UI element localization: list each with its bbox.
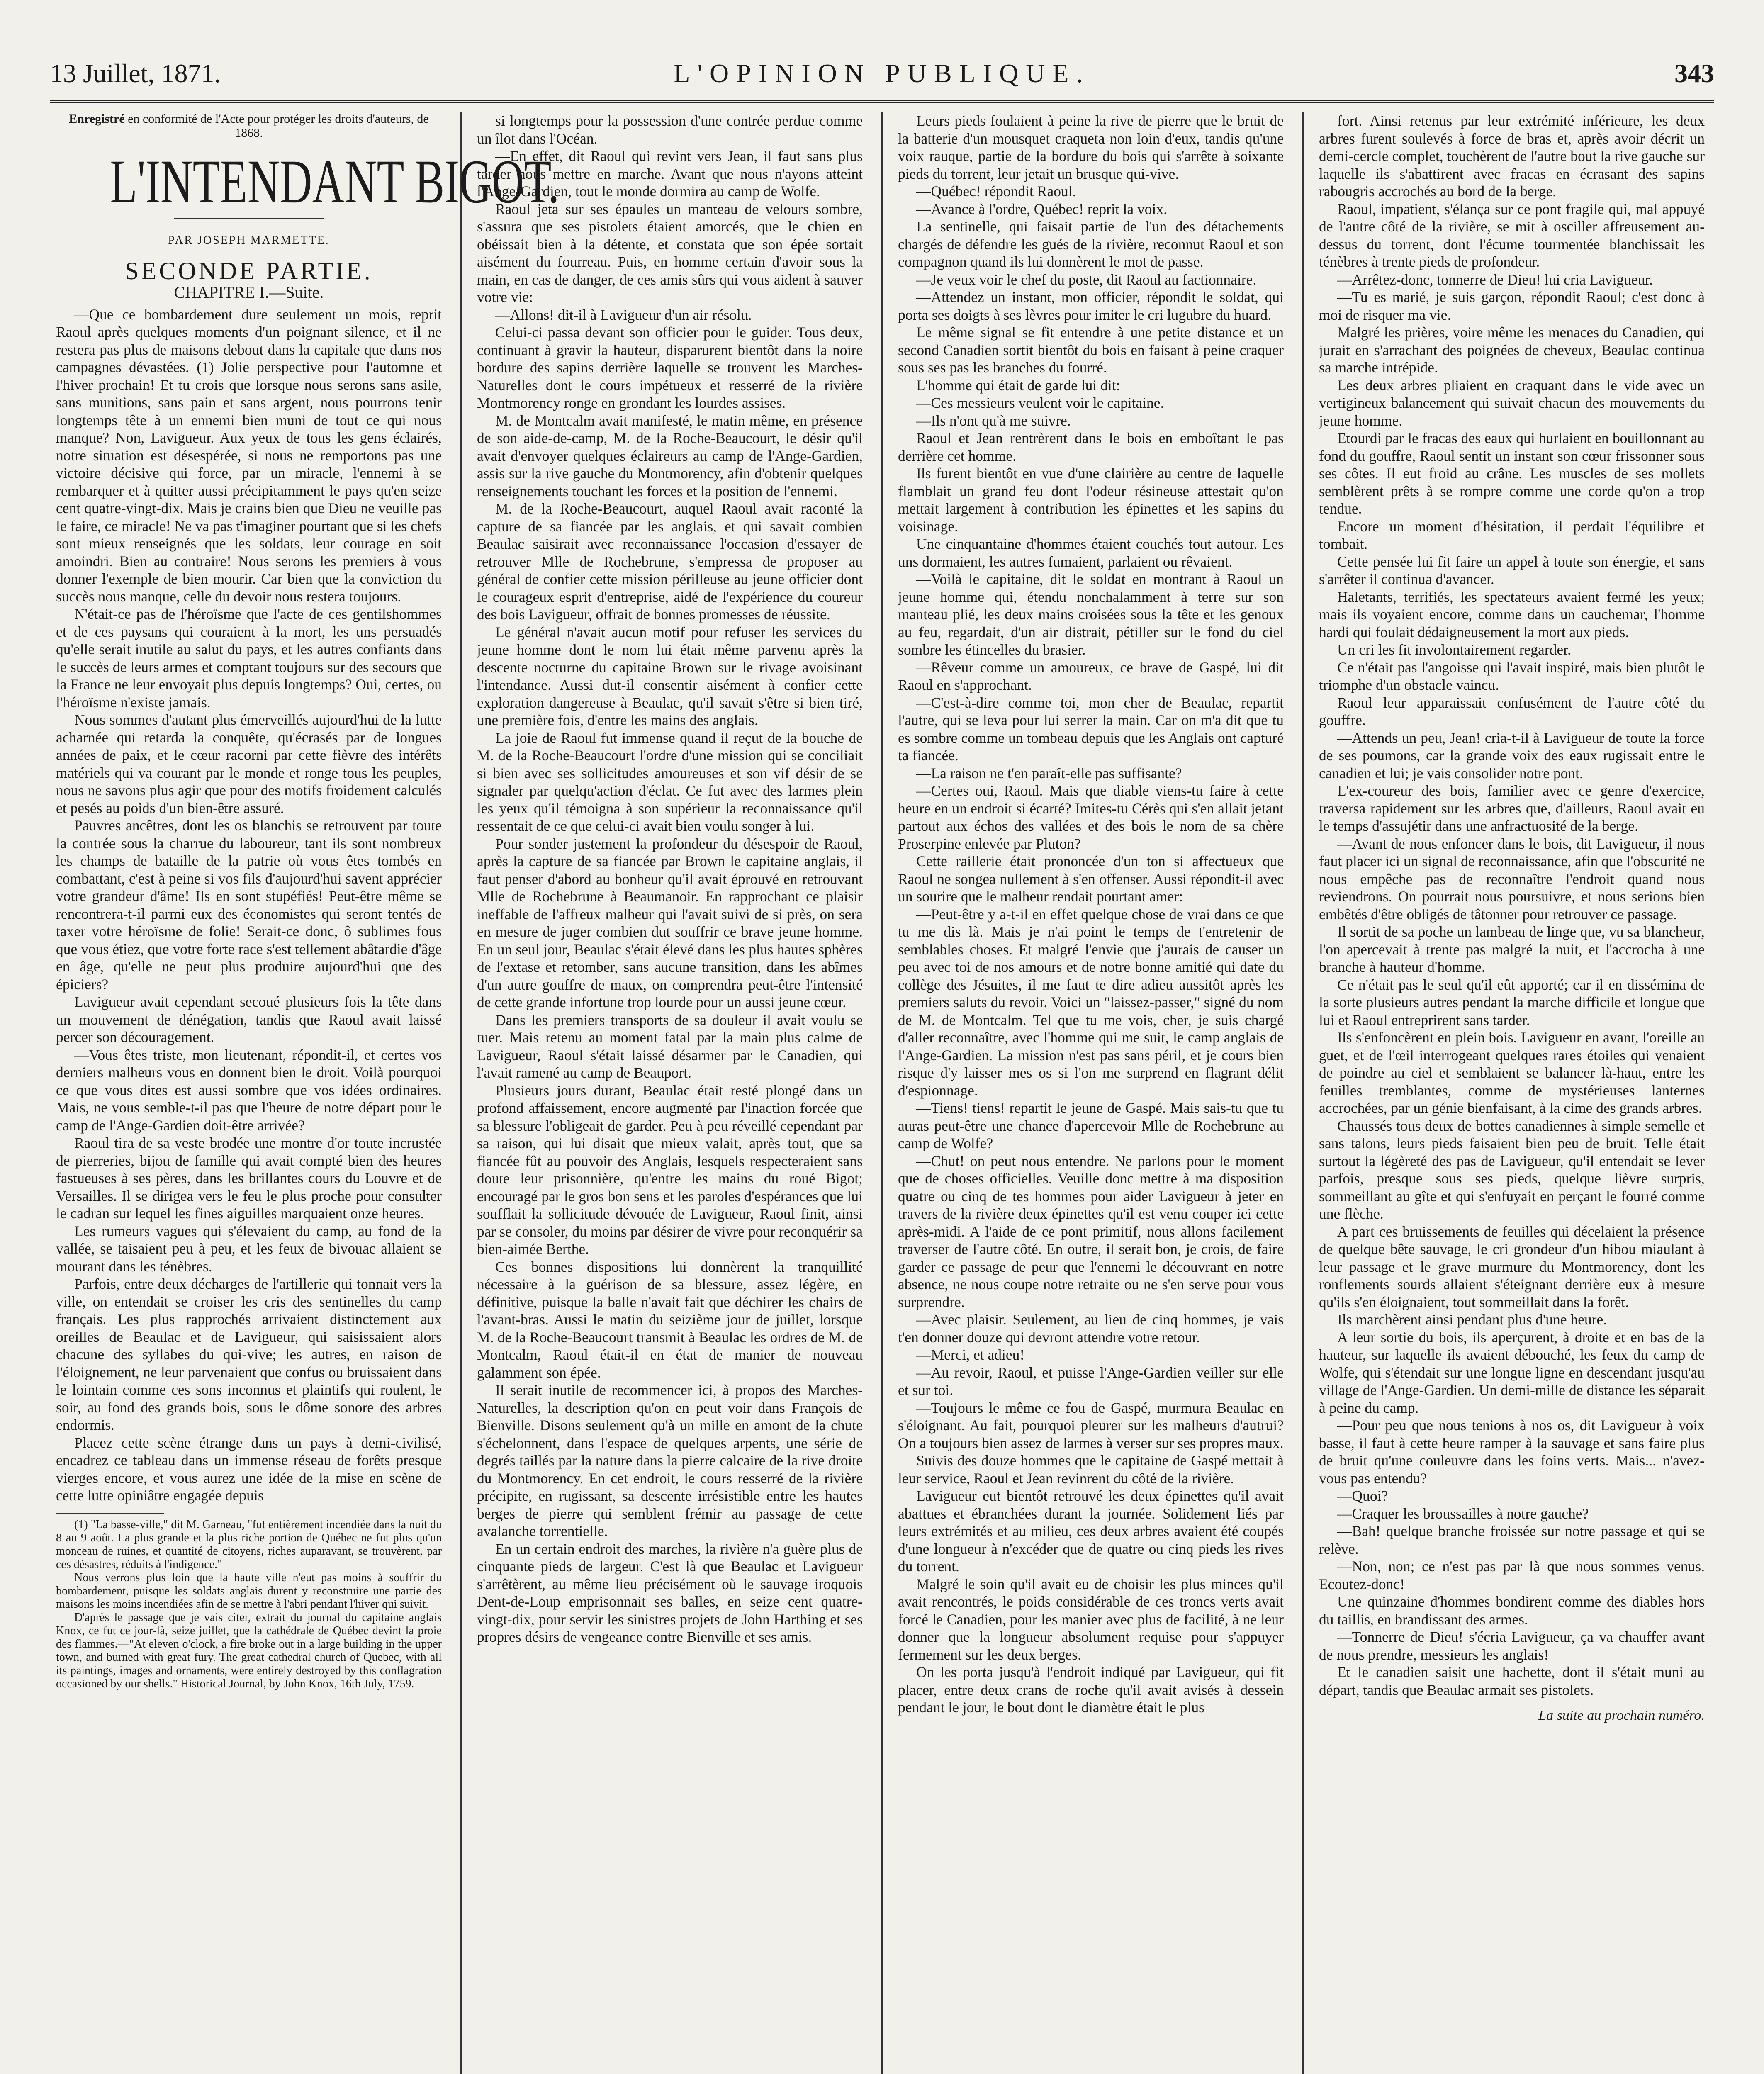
paragraph: Raoul tira de sa veste brodée une montre d'or toute incrustée de pierreries, bijou de famille qui avait compté bien des heures fastueuses à ses pères, dans les brillantes cours du Louvre et de Versailles. Il se dirigea vers le feu le plus proche pour consulter le cadran sur lequel les fines aiguilles marquaient onze heures. [56, 1134, 442, 1222]
paragraph: Lavigueur avait cependant secoué plusieurs fois la tête dans un mouvement de dénégation, tandis que Raoul avait laissé percer son découragement. [56, 993, 442, 1045]
column-divider [881, 112, 883, 2074]
paragraph: Les rumeurs vagues qui s'élevaient du camp, au fond de la vallée, se taisaient peu à peu, et les feux de bivouac allaient se mourant dans les ténèbres. [56, 1222, 442, 1275]
column-2 [477, 112, 863, 2074]
column-3 [898, 112, 1284, 2074]
paragraph: La sentinelle, qui faisait partie de l'un des détachements chargés de défendre les gués de la rivière, reconnut Raoul et son compagnon quand ils lui donnèrent le mot de passe. [898, 218, 1284, 270]
chapter-heading: CHAPITRE I.—Suite. [174, 283, 324, 302]
paragraph: (1) "La basse-ville," dit M. Garneau, "fut entièrement incendiée dans la nuit du 8 au 9 août. La plus grande et la plus riche portion de Québec ne fut plus qu'un monceau de ruines, et quantité de citoyens, riches auparavant, se trouvèrent, par ces désastres, réduits à l'indigence." [56, 1518, 442, 1571]
paragraph: —En effet, dit Raoul qui revint vers Jean, il faut sans plus tarder nous mettre en marche. Avant que nous n'ayons atteint l'Ange-Gardien, tout le monde dormira au camp de Wolfe. [477, 148, 863, 200]
copyright-notice-lead: Enregistré [69, 112, 125, 126]
column-divider [1302, 112, 1304, 2074]
paragraph: —Tonnerre de Dieu! s'écria Lavigueur, ça va chauffer avant de nous prendre, messieurs les anglais! [1319, 1629, 1705, 1663]
copyright-notice [56, 112, 442, 140]
paragraph: —La raison ne t'en paraît-elle pas suffisante? [916, 764, 1182, 781]
paragraph: fort. Ainsi retenus par leur extrémité inférieure, les deux arbres furent soulevés à force de bras et, après avoir décrit un demi-cercle complet, touchèrent de l'autre bout la rive gauche sur laquelle ils s'abattirent avec fracas en écrasant des sapins rabougris accrochés au bord de la berge. [1319, 112, 1705, 200]
paragraph: —Pour peu que nous tenions à nos os, dit Lavigueur à voix basse, il faut à cette heure ramper à la sauvage et sans faire plus de bruit qu'une couleuvre dans les foins verts. Mais... n'avez-vous pas entendu? [1319, 1417, 1705, 1487]
paragraph: M. de la Roche-Beaucourt, auquel Raoul avait raconté la capture de sa fiancée par les anglais, et qui savait combien Beaulac saisirait avec reconnaissance l'occasion d'essayer de retrouver Mlle de Rochebrune, s'empressa de proposer au général de confier cette mission périlleuse au jeune officier dont le courageux esprit d'entreprise, aidé de l'expérience du coureur des bois Lavigueur, offrait de bonnes promesses de réussite. [477, 500, 863, 623]
page-number: 343 [1674, 58, 1714, 88]
paragraph: L'homme qui était de garde lui dit: [916, 377, 1120, 394]
paragraph: Placez cette scène étrange dans un pays à demi-civilisé, encadrez ce tableau dans un immense réseau de forêts presque vierges encore, et vous aurez une idée de la mise en scène de cette lutte opiniâtre engagée depuis [56, 1434, 442, 1504]
paragraph: Nous sommes d'autant plus émerveillés aujourd'hui de la lutte acharnée qui retarda la conquête, qu'écrasés par de longues années de paix, et le cœur racorni par cette fièvre des intérêts matériels qui va courant par le monde et ronge tous les peuples, nous ne savons plus agir que pour des motifs froidement calculés et pesés au poids d'un bien-être assuré. [56, 711, 442, 816]
paragraph: —Bah! quelque branche froissée sur notre passage et qui se relève. [1319, 1523, 1705, 1557]
column-1 [56, 112, 560, 2074]
paragraph: Il serait inutile de recommencer ici, à propos des Marches-Naturelles, la description qu'on en peut voir dans François de Bienville. Disons seulement qu'à un mille en amont de la chute s'échelonnent, dans l'espace de quelques arpents, une série de degrés taillés par la nature dans la pierre calcaire de la rive droite du Montmorency. En cet endroit, le cours resserré de la rivière précipite, en rugissant, sa descente irrésistible entre les hautes berges de pierre qui semblent frémir au passage de cette avalanche torrentielle. [477, 1382, 863, 1539]
paragraph: Plusieurs jours durant, Beaulac était resté plongé dans un profond affaissement, encore augmenté par l'inaction forcée que sa blessure l'obligeait de garder. Peu à peu réveillé cependant par sa raison, qui lui disait que mieux valait, après tout, que sa fiancée fût au pouvoir des Anglais, lesquels respecteraient sans doute leur prisonnière, qu'entre les mains du roué Bigot; encouragé par le gros bon sens et les paroles d'espérances que lui soufflait la sollicitude dévouée de Lavigueur, Raoul finit, ainsi par se consoler, du moins par désirer de vivre pour reconquérir sa bien-aimée Berthe. [477, 1082, 863, 1257]
paragraph: Chaussés tous deux de bottes canadiennes à simple semelle et sans talons, leurs pieds faisaient bien peu de bruit. Telle était surtout la légèreté des pas de Lavigueur, qu'il entendait se lever parfois, presque sous ses pieds, quelque lièvre surpris, sommeillant au gîte et qui s'enfuyait en perçant le fourré comme une flèche. [1319, 1117, 1705, 1222]
story-title: L'INTENDANT BIGOT. [110, 147, 560, 216]
issue-date: 13 Juillet, 1871. [50, 58, 221, 88]
paragraph: —Je veux voir le chef du poste, dit Raoul au factionnaire. [916, 271, 1257, 288]
paragraph: —Que ce bombardement dure seulement un mois, reprit Raoul après quelques moments d'un poignant silence, et il ne restera pas plus de maisons debout dans la capitale que dans nos campagnes dévastées. (1) Jolie perspective pour l'automne et l'hiver prochain! Et tu crois que lorsque nous serons sans asile, sans munitions, sans pain et sans argent, nous pourrons tenir longtemps tête à un ennemi bien muni de tout ce qui nous manque? Non, Lavigueur. Aux yeux de tous les gens éclairés, notre situation est désespérée, si nous ne remportons pas une victoire décisive qui force, par un miracle, l'ennemi à se rembarquer et à quitter aussi précipitamment le pays qu'en seize cent quatre-vingt-dix. Mais je crains bien que Dieu ne veuille pas le faire, ce miracle! Ne va pas t'imaginer pourtant que si les chefs sont mieux renseignés que les soldats, leur courage en soit amoindri. Bien au contraire! Nous serons les premiers à vous donner l'exemple de bien mourir. Car bien que la conviction du succès nous manque, celle du devoir nous restera toujours. [56, 306, 442, 605]
paragraph: Raoul leur apparaissait confusément de l'autre côté du gouffre. [1319, 694, 1705, 728]
paragraph: Une quinzaine d'hommes bondirent comme des diables hors du taillis, en brandissant des armes. [1319, 1593, 1705, 1628]
paragraph: —Tiens! tiens! repartit le jeune de Gaspé. Mais sais-tu que tu auras peut-être une chance d'apercevoir Mlle de Rochebrune au camp de Wolfe? [898, 1100, 1284, 1151]
paragraph: —Au revoir, Raoul, et puisse l'Ange-Gardien veiller sur elle et sur toi. [898, 1364, 1284, 1398]
paragraph: Cette raillerie était prononcée d'un ton si affectueux que Raoul ne songea nullement à s'en offenser. Aussi répondit-il avec un sourire que le malheur rendait pourtant amer: [898, 853, 1284, 905]
paragraph: Ces bonnes dispositions lui donnèrent la tranquillité nécessaire à la guérison de sa blessure, assez légère, en définitive, puisque la balle n'avait fait que déchirer les chairs de l'avant-bras. Aussi le matin du seizième jour de juillet, lorsque M. de la Roche-Beaucourt transmit à Beaulac les ordres de M. de Montcalm, Raoul était-il en état de manier de nouveau galamment son épée. [477, 1258, 863, 1381]
paragraph: —Peut-être y a-t-il en effet quelque chose de vrai dans ce que tu me dis là. Mais je n'ai point le temps de t'entretenir de semblables choses. Et malgré l'envie que j'aurais de causer un peu avec toi de nos amours et de notre bonne amitié qui date du collège des Jésuites, il me faut te dire adieu aussitôt après les premiers saluts du revoir. Voici un "laissez-passer," signé du nom de M. de Montcalm. Tel que tu me vois, cher, je suis chargé d'aller reconnaître, avec l'homme qui me suit, le camp anglais de l'Ange-Gardien. La mission n'est pas sans péril, et je cours bien risque d'y laisser mes os si l'on me surprend en flagrant délit d'espionnage. [898, 906, 1284, 1099]
paragraph: La joie de Raoul fut immense quand il reçut de la bouche de M. de la Roche-Beaucourt l'ordre d'une mission qui se conciliait si bien avec ses sollicitudes amoureuses et son vif désir de se signaler par quelqu'action d'éclat. Ce fut avec des larmes plein les yeux qu'il témoigna à son supérieur la reconnaissance qu'il ressentait de ce que celui-ci avait bien voulu songer à lui. [477, 729, 863, 834]
paragraph: —Craquer les broussailles à notre gauche? [1337, 1505, 1589, 1522]
paragraph: Lavigueur eut bientôt retrouvé les deux épinettes qu'il avait abattues et ébranchées durant la journée. Solidement liés par leurs extrémités et au milieu, ces deux arbres avaient été coupés d'une longueur à n'excéder que de quatre ou cinq pieds les rives du torrent. [898, 1487, 1284, 1575]
paragraph: —Vous êtes triste, mon lieutenant, répondit-il, et certes vos derniers malheurs vous en donnent bien le droit. Voilà pourquoi ce que vous dites est aussi sombre que vos idées ordinaires. Mais, ne vous semble-t-il pas que l'heure de notre départ pour le camp de l'Ange-Gardien doit-être arrivée? [56, 1046, 442, 1134]
footnote-rule [56, 1513, 164, 1514]
paragraph: En un certain endroit des marches, la rivière n'a guère plus de cinquante pieds de largeur. C'est là que Beaulac et Lavigueur s'arrêtèrent, au même lieu précisément où le sauvage iroquois Dent-de-Loup emprisonnait ses balles, en seize cent quatre-vingt-dix, pour servir les sinistres projets de John Harthing et ses propres désirs de vengeance contre Bienville et ses amis. [477, 1540, 863, 1645]
paragraph: —Ils n'ont qu'à me suivre. [916, 412, 1071, 429]
newspaper-title: L'OPINION PUBLIQUE. [674, 58, 1090, 88]
paragraph: Cette pensée lui fit faire un appel à toute son énergie, et sans s'arrêter il continua d'avancer. [1319, 553, 1705, 587]
paragraph: Malgré les prières, voire même les menaces du Canadien, qui jurait en s'arrachant des poignées de cheveux, Beaulac continua sa marche intrépide. [1319, 324, 1705, 376]
column-divider [460, 112, 462, 2074]
paragraph: M. de Montcalm avait manifesté, le matin même, en présence de son aide-de-camp, M. de la Roche-Beaucourt, le désir qu'il avait d'envoyer quelques éclaireurs au camp de l'Ange-Gardien, assis sur la rive gauche du Montmorency, afin d'obtenir quelques renseignements touchant les forces et la position de l'ennemi. [477, 412, 863, 499]
paragraph: A leur sortie du bois, ils aperçurent, à droite et en bas de la hauteur, sur laquelle ils avaient débouché, les feux du camp de Wolfe, qui s'étendait sur une longue ligne en descendant jusqu'au village de l'Ange-Gardien. Un demi-mille de distance les séparait à peine du camp. [1319, 1329, 1705, 1416]
paragraph: Haletants, terrifiés, les spectateurs avaient fermé les yeux; mais ils voyaient encore, comme dans un cauchemar, l'homme hardi qui foulait dédaigneusement la mort aux pieds. [1319, 588, 1705, 640]
paragraph: Raoul jeta sur ses épaules un manteau de velours sombre, s'assura que ses pistolets étaient amorcés, que le chien en obéissait bien à la détente, et constata que son épée sortait aisément du fourreau. Puis, en homme certain d'avoir sous la main, en cas de danger, de ces amis sûrs qui vous aident à sauver votre vie: [477, 200, 863, 305]
paragraph: —Merci, et adieu! [916, 1346, 1025, 1363]
byline: PAR JOSEPH MARMETTE. [168, 234, 330, 247]
paragraph: Une cinquantaine d'hommes étaient couchés tout autour. Les uns dormaient, les autres fumaient, parlaient ou rêvaient. [898, 536, 1284, 570]
part-heading: SECONDE PARTIE. [125, 257, 373, 285]
column-2-body [477, 112, 863, 1646]
masthead [50, 50, 1714, 100]
continued-notice: La suite au prochain numéro. [1538, 1708, 1705, 1723]
paragraph: Les deux arbres pliaient en craquant dans le vide avec un vertigineux balancement qui suivait chacun des mouvements du jeune homme. [1319, 377, 1705, 429]
paragraph: si longtemps pour la possession d'une contrée perdue comme un îlot dans l'Océan. [477, 112, 863, 147]
paragraph: D'après le passage que je vais citer, extrait du journal du capitaine anglais Knox, ce fut ce jour-là, seize juillet, que la cathédrale de Québec devint la proie des flammes.—"At eleven o'clock, a fire broke out in a large building in the upper town, and burned with great fury. The great cathedral church of Quebec, with all its paintings, images and ornaments, were entirely destroyed by this conflagration occasioned by our shells." Historical Journal, by John Knox, 16th July, 1759. [56, 1611, 442, 1690]
column-1-body [56, 306, 442, 1504]
paragraph: —C'est-à-dire comme toi, mon cher de Beaulac, repartit l'autre, qui se leva pour lui serrer la main. Car on m'a dit que tu es sombre comme un tombeau depuis que les Anglais ont capturé ta fiancée. [898, 694, 1284, 764]
paragraph: —Avec plaisir. Seulement, au lieu de cinq hommes, je vais t'en donner douze qui devront attendre votre retour. [898, 1311, 1284, 1346]
paragraph: Ils furent bientôt en vue d'une clairière au centre de laquelle flamblait un grand feu dont l'odeur résineuse attestait qu'on mettait largement à contribution les épinettes et les sapins du voisinage. [898, 465, 1284, 535]
paragraph: —Avance à l'ordre, Québec! reprit la voix. [916, 200, 1168, 217]
paragraph: Raoul et Jean rentrèrent dans le bois en emboîtant le pas derrière cet homme. [898, 430, 1284, 464]
column-3-body [898, 112, 1284, 1716]
paragraph: N'était-ce pas de l'héroïsme que l'acte de ces gentilshommes et de ces paysans qui couraient à la mort, les uns persuadés qu'elle serait inutile au salut du pays, et les autres confiants dans le succès de leurs armes et comptant toujours sur des secours que la France ne leur envoyait plus depuis longtemps? Oui, certes, ou l'héroïsme n'existe jamais. [56, 606, 442, 711]
paragraph: Ce n'était pas le seul qu'il eût apporté; car il en dissémina de la sorte plusieurs autres pendant la marche difficile et longue que lui et Raoul entreprirent sans tarder. [1319, 976, 1705, 1028]
paragraph: Raoul, impatient, s'élança sur ce pont fragile qui, mal appuyé de l'autre côté de la rivière, se mit à osciller affreusement au-dessus du torrent, dont l'écume tourmentée blanchissait les ténèbres à trente pieds de profondeur. [1319, 200, 1705, 270]
paragraph: Etourdi par le fracas des eaux qui hurlaient en bouillonnant au fond du gouffre, Raoul sentit un instant son cœur frissonner sous ses côtes. Il eut froid au crâne. Les muscles de ses mollets semblèrent prêts à se rompre comme une corde qu'on a trop tendue. [1319, 430, 1705, 517]
masthead-rule [50, 100, 1714, 103]
paragraph: Ils s'enfoncèrent en plein bois. Lavigueur en avant, l'oreille au guet, et de l'œil interrogeant quelques rares étoiles qui venaient de poindre au ciel et semblaient se balancer là-haut, entre les feuilles tremblantes, comme de mystérieuses lanternes accrochées, par un génie bienfaisant, à la cime des grands arbres. [1319, 1029, 1705, 1116]
paragraph: Encore un moment d'hésitation, il perdait l'équilibre et tombait. [1319, 518, 1705, 552]
paragraph: —Avant de nous enfoncer dans le bois, dit Lavigueur, il nous faut placer ici un signal de reconnaissance, afin que l'obscurité ne nous empêche pas de reconnaître l'endroit quand nous reviendrons. On pourrait nous poursuivre, et nous serions bien embêtés d'être obligés de tâtonner pour retrouver ce passage. [1319, 835, 1705, 923]
paragraph: —Québec! répondit Raoul. [916, 183, 1076, 200]
paragraph: —Quoi? [1337, 1487, 1388, 1504]
paragraph: —Attendez un instant, mon officier, répondit le soldat, qui porta ses doigts à ses lèvres pour imiter le cri lugubre du huard. [898, 289, 1284, 323]
paragraph: Leurs pieds foulaient à peine la rive de pierre que le bruit de la batterie d'un mousquet craqueta non loin d'eux, tandis qu'une voix rauque, partie de la bordure du bois qui s'arrête à soixante pieds du torrent, leur jetait un brusque qui-vive. [898, 112, 1284, 182]
paragraph: Un cri les fit involontairement regarder. [1337, 641, 1571, 658]
paragraph: Et le canadien saisit une hachette, dont il s'était muni au départ, tandis que Beaulac armait ses pistolets. [1319, 1664, 1705, 1698]
paragraph: —Attends un peu, Jean! cria-t-il à Lavigueur de toute la force de ses poumons, car la grande voix des eaux rugissait entre le canadien et lui; je vais consolider notre pont. [1319, 729, 1705, 781]
paragraph: —Allons! dit-il à Lavigueur d'un air résolu. [495, 306, 752, 323]
paragraph: Il sortit de sa poche un lambeau de linge que, vu sa blancheur, l'on apercevait à trente pas malgré la nuit, et l'accrocha à une branche à hauteur d'homme. [1319, 923, 1705, 975]
copyright-notice-text: en conformité de l'Acte pour protéger les droits d'auteurs, de 1868. [128, 112, 429, 140]
paragraph: Dans les premiers transports de sa douleur il avait voulu se tuer. Mais retenu au moment fatal par la main plus calme de Lavigueur, Raoul s'était laissé désarmer par le Canadien, qui l'avait ramené au camp de Beauport. [477, 1011, 863, 1081]
paragraph: Pour sonder justement la profondeur du désespoir de Raoul, après la capture de sa fiancée par Brown le capitaine anglais, il faut penser d'abord au bonheur qu'il avait éprouvé en retrouvant Mlle de Rochebrune à Beaumanoir. En rapprochant ce plaisir ineffable de l'affreux malheur qui l'avait suivi de si près, on sera en mesure de juger combien dut souffrir ce brave jeune homme. En un seul jour, Beaulac s'était élevé dans les plus hautes sphères de l'extase et retomber, sans aucune transition, dans les abîmes d'un autre gouffre de maux, on comprendra peut-être l'intensité de cette grande infortune trop lourde pour un aussi jeune cœur. [477, 835, 863, 1010]
paragraph: Parfois, entre deux décharges de l'artillerie qui tonnait vers la ville, on entendait se croiser les cris des sentinelles du camp français. Les plus rapprochés arrivaient distinctement aux oreilles de Beaulac et de Lavigueur, qui saisissaient alors chacune des syllabes du qui-vive; les autres, en raison de l'éloignement, ne leur parvenaient que confus ou bruissaient dans le lointain comme ces sons inconnus et plaintifs qui roulent, le soir, au fond des grands bois, sous le dôme sonore des arbres endormis. [56, 1276, 442, 1433]
paragraph: Le général n'avait aucun motif pour refuser les services du jeune homme dont le nom lui était même parvenu après la descente nocturne du capitaine Brown sur le rivage avoisinant l'intendance. Aussi dut-il consentir aisément à confier cette exploration dangereuse à Beaulac, qu'il savait s'être si bien tiré, une première fois, d'entre les mains des anglais. [477, 623, 863, 728]
title-rule [174, 218, 324, 219]
paragraph: A part ces bruissements de feuilles qui décelaient la présence de quelque bête sauvage, le cri grondeur d'un hibou miaulant à leur passage et le grave murmure du Montmorency, dont les ronflements sourds allaient s'éteignant derrière eux à mesure qu'ils s'en éloignaient, tout sommeillait dans la forêt. [1319, 1223, 1705, 1310]
paragraph: —Voilà le capitaine, dit le soldat en montrant à Raoul un jeune homme qui, étendu nonchalamment à terre sur son manteau plié, les deux mains croisées sous la tête et les genoux au feu, regardait, d'un air distrait, pétiller sur le fond du ciel sombre les étincelles du brasier. [898, 571, 1284, 658]
paragraph: —Arrêtez-donc, tonnerre de Dieu! lui cria Lavigueur. [1337, 271, 1653, 288]
paragraph: —Rêveur comme un amoureux, ce brave de Gaspé, lui dit Raoul en s'approchant. [898, 659, 1284, 693]
paragraph: —Ces messieurs veulent voir le capitaine. [916, 394, 1164, 411]
paragraph: Celui-ci passa devant son officier pour le guider. Tous deux, continuant à gravir la hauteur, disparurent bientôt dans la noire bordure des sapins derrière laquelle se trouvent les Marches-Naturelles dont le cours impétueux et resserré de la rivière Montmorency ronge en grondant les lourdes assises. [477, 324, 863, 411]
paragraph: Le même signal se fit entendre à une petite distance et un second Canadien sortit bientôt du bois en faisant à peine craquer sous ses pas les branches du fourré. [898, 324, 1284, 376]
column-4 [1319, 112, 1705, 2074]
paragraph: —Tu es marié, je suis garçon, répondit Raoul; c'est donc à moi de risquer ma vie. [1319, 289, 1705, 323]
paragraph: Malgré le soin qu'il avait eu de choisir les plus minces qu'il avait rencontrés, le poids considérable de ces troncs verts avait forcé le Canadien, pour les manier avec plus de facilité, à ne leur donner que la longueur absolument requise pour s'appuyer fermement sur les deux berges. [898, 1575, 1284, 1663]
paragraph: Ce n'était pas l'angoisse qui l'avait inspiré, mais bien plutôt le triomphe d'un obstacle vaincu. [1319, 659, 1705, 693]
paragraph: On les porta jusqu'à l'endroit indiqué par Lavigueur, qui fit placer, entre deux crans de roche qu'il avait avisés à dessein pendant le jour, le bout dont le diamètre était le plus [898, 1664, 1284, 1716]
footnotes [56, 1518, 442, 1691]
paragraph: —Certes oui, Raoul. Mais que diable viens-tu faire à cette heure en un endroit si écarté? Imites-tu Cérès qui s'en allait jetant partout aux échos des vallées et des bois le nom de sa chère Proserpine enlevée par Pluton? [898, 782, 1284, 852]
paragraph: Nous verrons plus loin que la haute ville n'eut pas moins à souffrir du bombardement, puisque les soldats anglais durent y reconstruire une partie des maisons les moins incendiées afin de se mettre à l'abri pendant l'hiver qui suivit. [56, 1571, 442, 1611]
paragraph: —Non, non; ce n'est pas par là que nous sommes venus. Ecoutez-donc! [1319, 1558, 1705, 1592]
paragraph: Ils marchèrent ainsi pendant plus d'une heure. [1337, 1311, 1607, 1328]
paragraph: Suivis des douze hommes que le capitaine de Gaspé mettait à leur service, Raoul et Jean revinrent du côté de la rivière. [898, 1452, 1284, 1487]
paragraph: L'ex-coureur des bois, familier avec ce genre d'exercice, traversa rapidement sur les arbres que, d'ailleurs, Raoul avait eu le temps d'assujétir dans une anfractuosité de la berge. [1319, 782, 1705, 834]
paragraph: —Chut! on peut nous entendre. Ne parlons pour le moment que de choses officielles. Veuille donc mettre à ma disposition quatre ou cinq de tes hommes pour aider Lavigueur à jeter en travers de la rivière deux épinettes qu'il est venu couper ici cette après-midi. A l'aide de ce pont primitif, nous allons facilement traverser de l'autre côté. En outre, il serait bon, je crois, de faire garder ce passage de peur que l'ennemi le découvrant en notre absence, ne nous coupe notre retraite ou ne s'en serve pour vous surprendre. [898, 1152, 1284, 1310]
paragraph: Pauvres ancêtres, dont les os blanchis se retrouvent par toute la contrée sous la charrue du laboureur, tant ils sont nombreux les champs de bataille de la patrie où vous êtes tombés en combattant, c'est à peine si vos fils d'aujourd'hui savent apprécier votre grandeur d'âme! Ils en sont stupéfiés! Peut-être même se rencontrera-t-il parmi eux des économistes qui seront tentés de taxer votre héroïsme de folie! Serait-ce donc, ô sublimes fous que vous étiez, que votre forte race s'est tellement abâtardie d'âge en âge, qu'elle ne peut plus produire aujourd'hui que des épiciers? [56, 817, 442, 993]
paragraph: —Toujours le même ce fou de Gaspé, murmura Beaulac en s'éloignant. Au fait, pourquoi pleurer sur les malheurs d'autrui? On a toujours bien assez de larmes à verser sur ses propres maux. [898, 1399, 1284, 1451]
column-4-body [1319, 112, 1705, 1699]
